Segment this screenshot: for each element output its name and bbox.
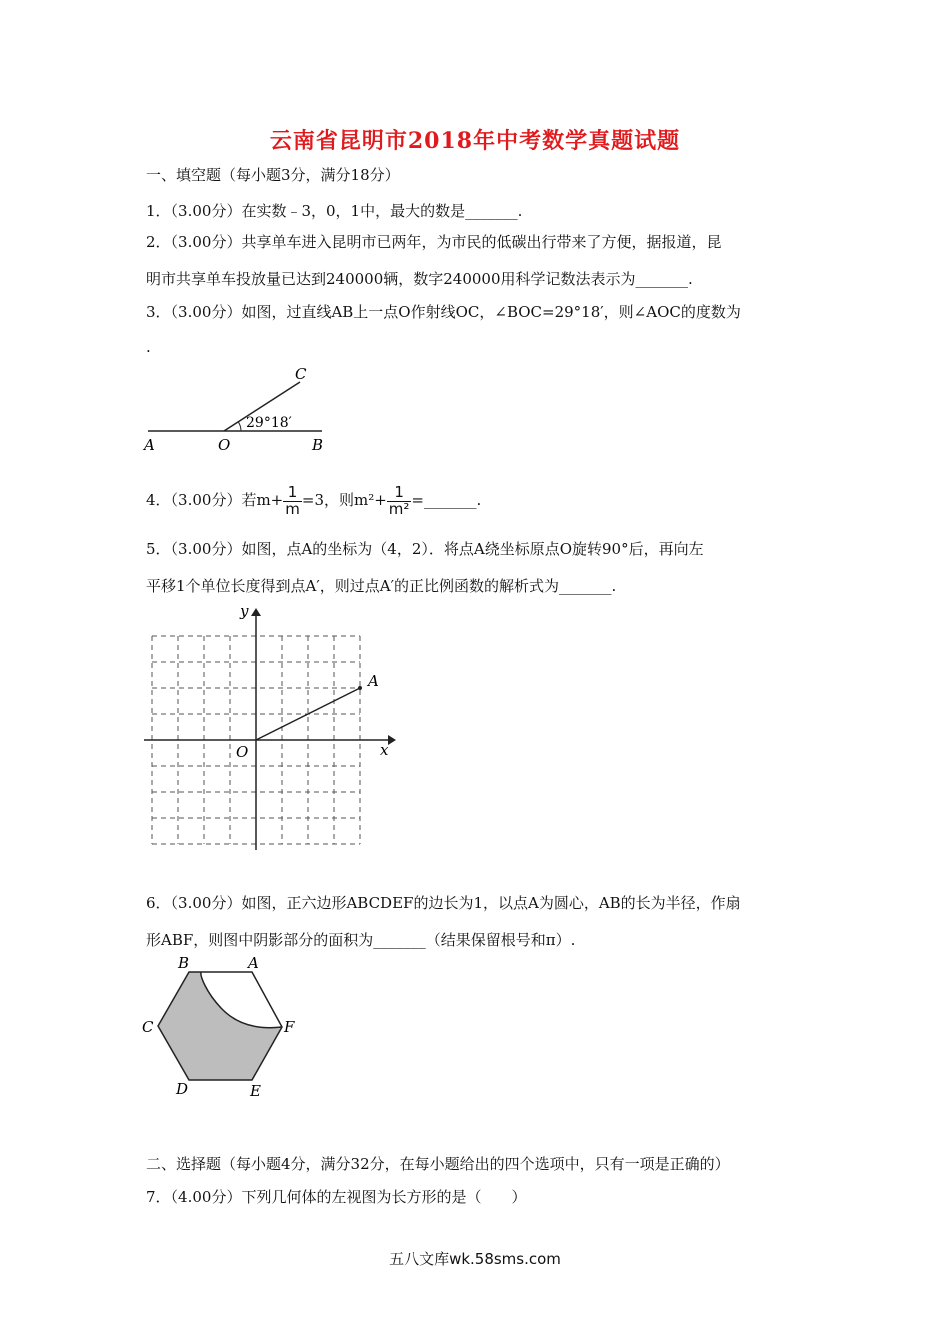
label-a: A bbox=[368, 672, 379, 690]
q3-angle-figure bbox=[140, 360, 340, 455]
question-5-line-2: 平移1个单位长度得到点A′，则过点A′的正比例函数的解析式为_______. bbox=[146, 577, 617, 595]
question-7: 7．（4.00分）下列几何体的左视图为长方形的是（ ） bbox=[146, 1188, 527, 1206]
question-2-line-1: 2．（3.00分）共享单车进入昆明市已两年，为市民的低碳出行带来了方便，据报道，昆 bbox=[146, 233, 722, 251]
label-a: A bbox=[248, 954, 259, 972]
y-axis-arrow bbox=[251, 608, 261, 616]
label-c: C bbox=[142, 1018, 154, 1036]
question-2-line-2: 明市共享单车投放量已达到240000辆，数字240000用科学记数法表示为_______. bbox=[146, 270, 693, 288]
fraction-1-over-m-squared bbox=[387, 482, 412, 518]
label-o: O bbox=[218, 436, 231, 454]
q4-middle: =3，则m²+ bbox=[301, 491, 387, 509]
label-c: C bbox=[295, 365, 307, 383]
frac1-denominator: m bbox=[285, 499, 300, 518]
question-3-line-1: 3．（3.00分）如图，过直线AB上一点O作射线OC，∠BOC=29°18′，则∠AOC的度数为 bbox=[146, 303, 741, 321]
question-5-line-1: 5．（3.00分）如图，点A的坐标为（4，2）．将点A绕坐标原点O旋转90°后，再向左 bbox=[146, 540, 704, 558]
section-1-header: 一、填空题（每小题3分，满分18分） bbox=[146, 166, 400, 184]
frac2-denominator: m² bbox=[388, 499, 410, 518]
label-b: B bbox=[178, 954, 190, 972]
q4-prefix: 4．（3.00分）若m+ bbox=[146, 491, 284, 509]
frac1-numerator: 1 bbox=[283, 485, 302, 502]
angle-arc bbox=[238, 422, 241, 431]
question-6-line-2: 形ABF，则图中阴影部分的面积为_______（结果保留根号和π）. bbox=[146, 931, 576, 949]
question-4 bbox=[146, 478, 481, 522]
section-2-header: 二、选择题（每小题4分，满分32分，在每小题给出的四个选项中，只有一项是正确的） bbox=[146, 1155, 730, 1173]
label-f: F bbox=[284, 1018, 295, 1036]
footer-watermark: 五八文库wk.58sms.com bbox=[389, 1250, 561, 1268]
fraction-1-over-m bbox=[283, 482, 302, 518]
point-a bbox=[358, 686, 362, 690]
label-e: E bbox=[250, 1082, 261, 1100]
frac2-numerator: 1 bbox=[387, 485, 412, 502]
x-axis-arrow bbox=[388, 735, 396, 745]
label-b: B bbox=[312, 436, 324, 454]
label-d: D bbox=[176, 1080, 189, 1098]
label-o: O bbox=[236, 743, 249, 761]
q4-suffix: =_______. bbox=[411, 491, 482, 509]
q6-hexagon-figure bbox=[138, 952, 308, 1104]
label-x: x bbox=[380, 741, 389, 759]
question-6-line-1: 6．（3.00分）如图，正六边形ABCDEF的边长为1，以点A为圆心，AB的长为半径，作扇 bbox=[146, 894, 741, 912]
label-y: y bbox=[240, 602, 249, 620]
question-3-line-2: . bbox=[146, 338, 151, 356]
q5-coordinate-grid bbox=[140, 600, 400, 860]
shaded-region bbox=[158, 972, 282, 1080]
question-1: 1．（3.00分）在实数﹣3，0，1中，最大的数是_______. bbox=[146, 202, 523, 220]
angle-label: 29°18′ bbox=[246, 415, 292, 431]
label-a: A bbox=[144, 436, 155, 454]
page-title: 云南省昆明市2018年中考数学真题试题 bbox=[269, 128, 681, 154]
